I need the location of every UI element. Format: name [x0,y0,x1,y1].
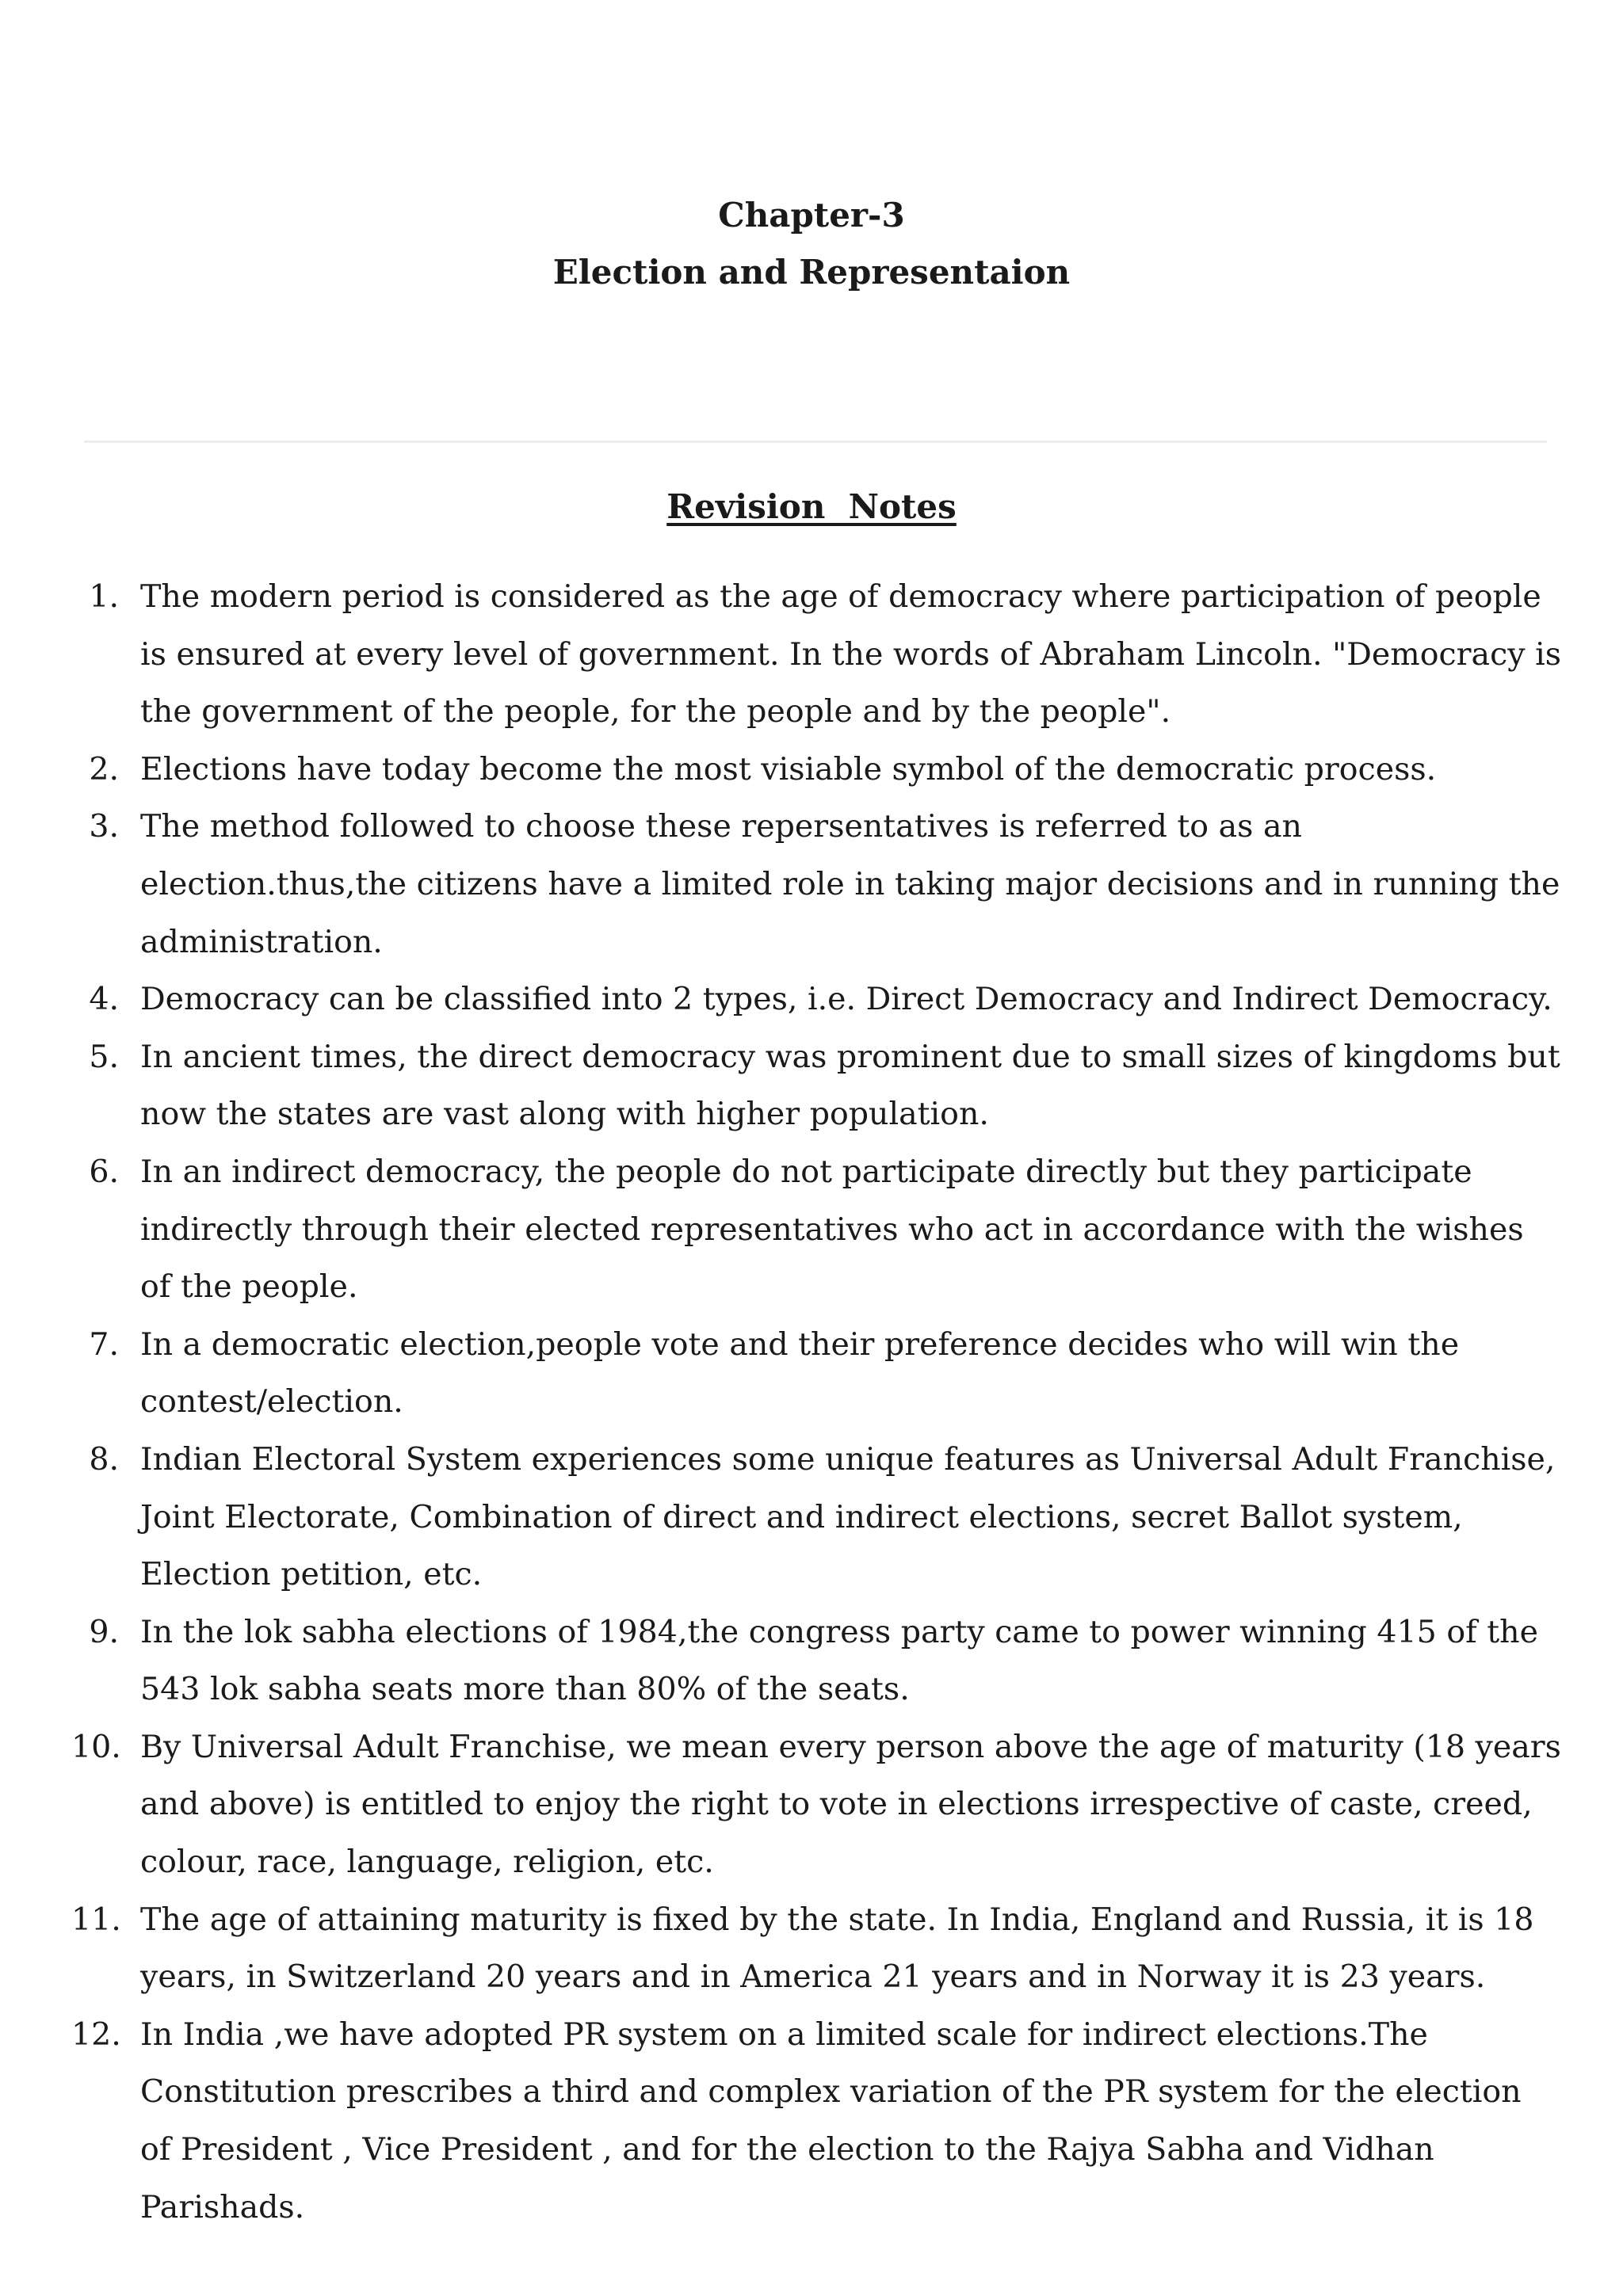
list-item-number: 3. [89,808,119,845]
list-item [71,971,1561,1028]
list-item-text: Indian Electoral System experiences some unique features as Universal Adult Franchise, Joint Electorate, Combination of direct and indirect elections, secret Ballot system, Election petition, etc. [140,1440,1556,1593]
chapter-number: Chapter-3 [718,196,905,235]
list-item-text: By Universal Adult Franchise, we mean every person above the age of maturity (18 years and above) is entitled to enjoy the right to vote in elections irrespective of caste, creed, colour, race, language, religion, etc. [140,1728,1561,1881]
list-item-number: 12. [71,2016,121,2053]
list-item [71,568,1561,741]
list-item-number: 8. [89,1440,119,1478]
revision-notes-list [71,568,1561,2236]
list-item-text: In an indirect democracy, the people do not participate directly but they participate indirectly through their elected representatives who act in accordance with the wishes of the people. [140,1153,1524,1306]
list-item [71,798,1561,971]
section-title: Revision Notes [666,487,957,526]
list-item-text: The modern period is considered as the age of democracy where participation of people is ensured at every level of government. In the words of Abraham Lincoln. "Democracy is the government of the people, for the people and by the people". [140,578,1561,730]
list-item-number: 6. [89,1153,119,1190]
list-item [71,741,1561,799]
list-item-text: The method followed to choose these repersentatives is referred to as an election.thus,the citizens have a limited role in taking major decisions and in running the administration. [140,808,1560,960]
list-item [71,1143,1561,1316]
list-item-number: 4. [89,981,119,1018]
list-item-text: Elections have today become the most visiable symbol of the democratic process. [140,750,1437,788]
list-item-number: 1. [89,578,119,615]
list-item-text: Democracy can be classified into 2 types, i.e. Direct Democracy and Indirect Democracy. [140,981,1552,1018]
list-item-number: 5. [89,1038,119,1075]
list-item [71,1316,1561,1431]
list-item [71,2006,1561,2236]
list-item-text: The age of attaining maturity is fixed by the state. In India, England and Russia, it is 18 years, in Switzerland 20 years and in America 21 years and in Norway it is 23 years. [140,1901,1534,1996]
list-item [71,1028,1561,1143]
chapter-title: Election and Representaion [552,253,1071,292]
list-item [71,1604,1561,1718]
section-divider [84,441,1547,443]
list-item-number: 7. [89,1325,119,1363]
list-item-number: 11. [71,1901,121,1938]
list-item-number: 2. [89,750,119,788]
list-item-text: In ancient times, the direct democracy was prominent due to small sizes of kingdoms but now the states are vast along with higher population. [140,1038,1560,1133]
list-item [71,1431,1561,1604]
list-item [71,1891,1561,2006]
list-item [71,1718,1561,1891]
list-item-number: 10. [71,1728,121,1765]
list-item-text: In India ,we have adopted PR system on a limited scale for indirect elections.The Constitution prescribes a third and complex variation of the PR system for the election of President , Vice President , and for the election to the Rajya Sabha and Vidhan Parishads. [140,2016,1522,2225]
list-item-text: In a democratic election,people vote and their preference decides who will win the contest/election. [140,1325,1460,1421]
list-item-number: 9. [89,1613,119,1650]
list-item-text: In the lok sabha elections of 1984,the congress party came to power winning 415 of the 543 lok sabha seats more than 80% of the seats. [140,1613,1538,1708]
